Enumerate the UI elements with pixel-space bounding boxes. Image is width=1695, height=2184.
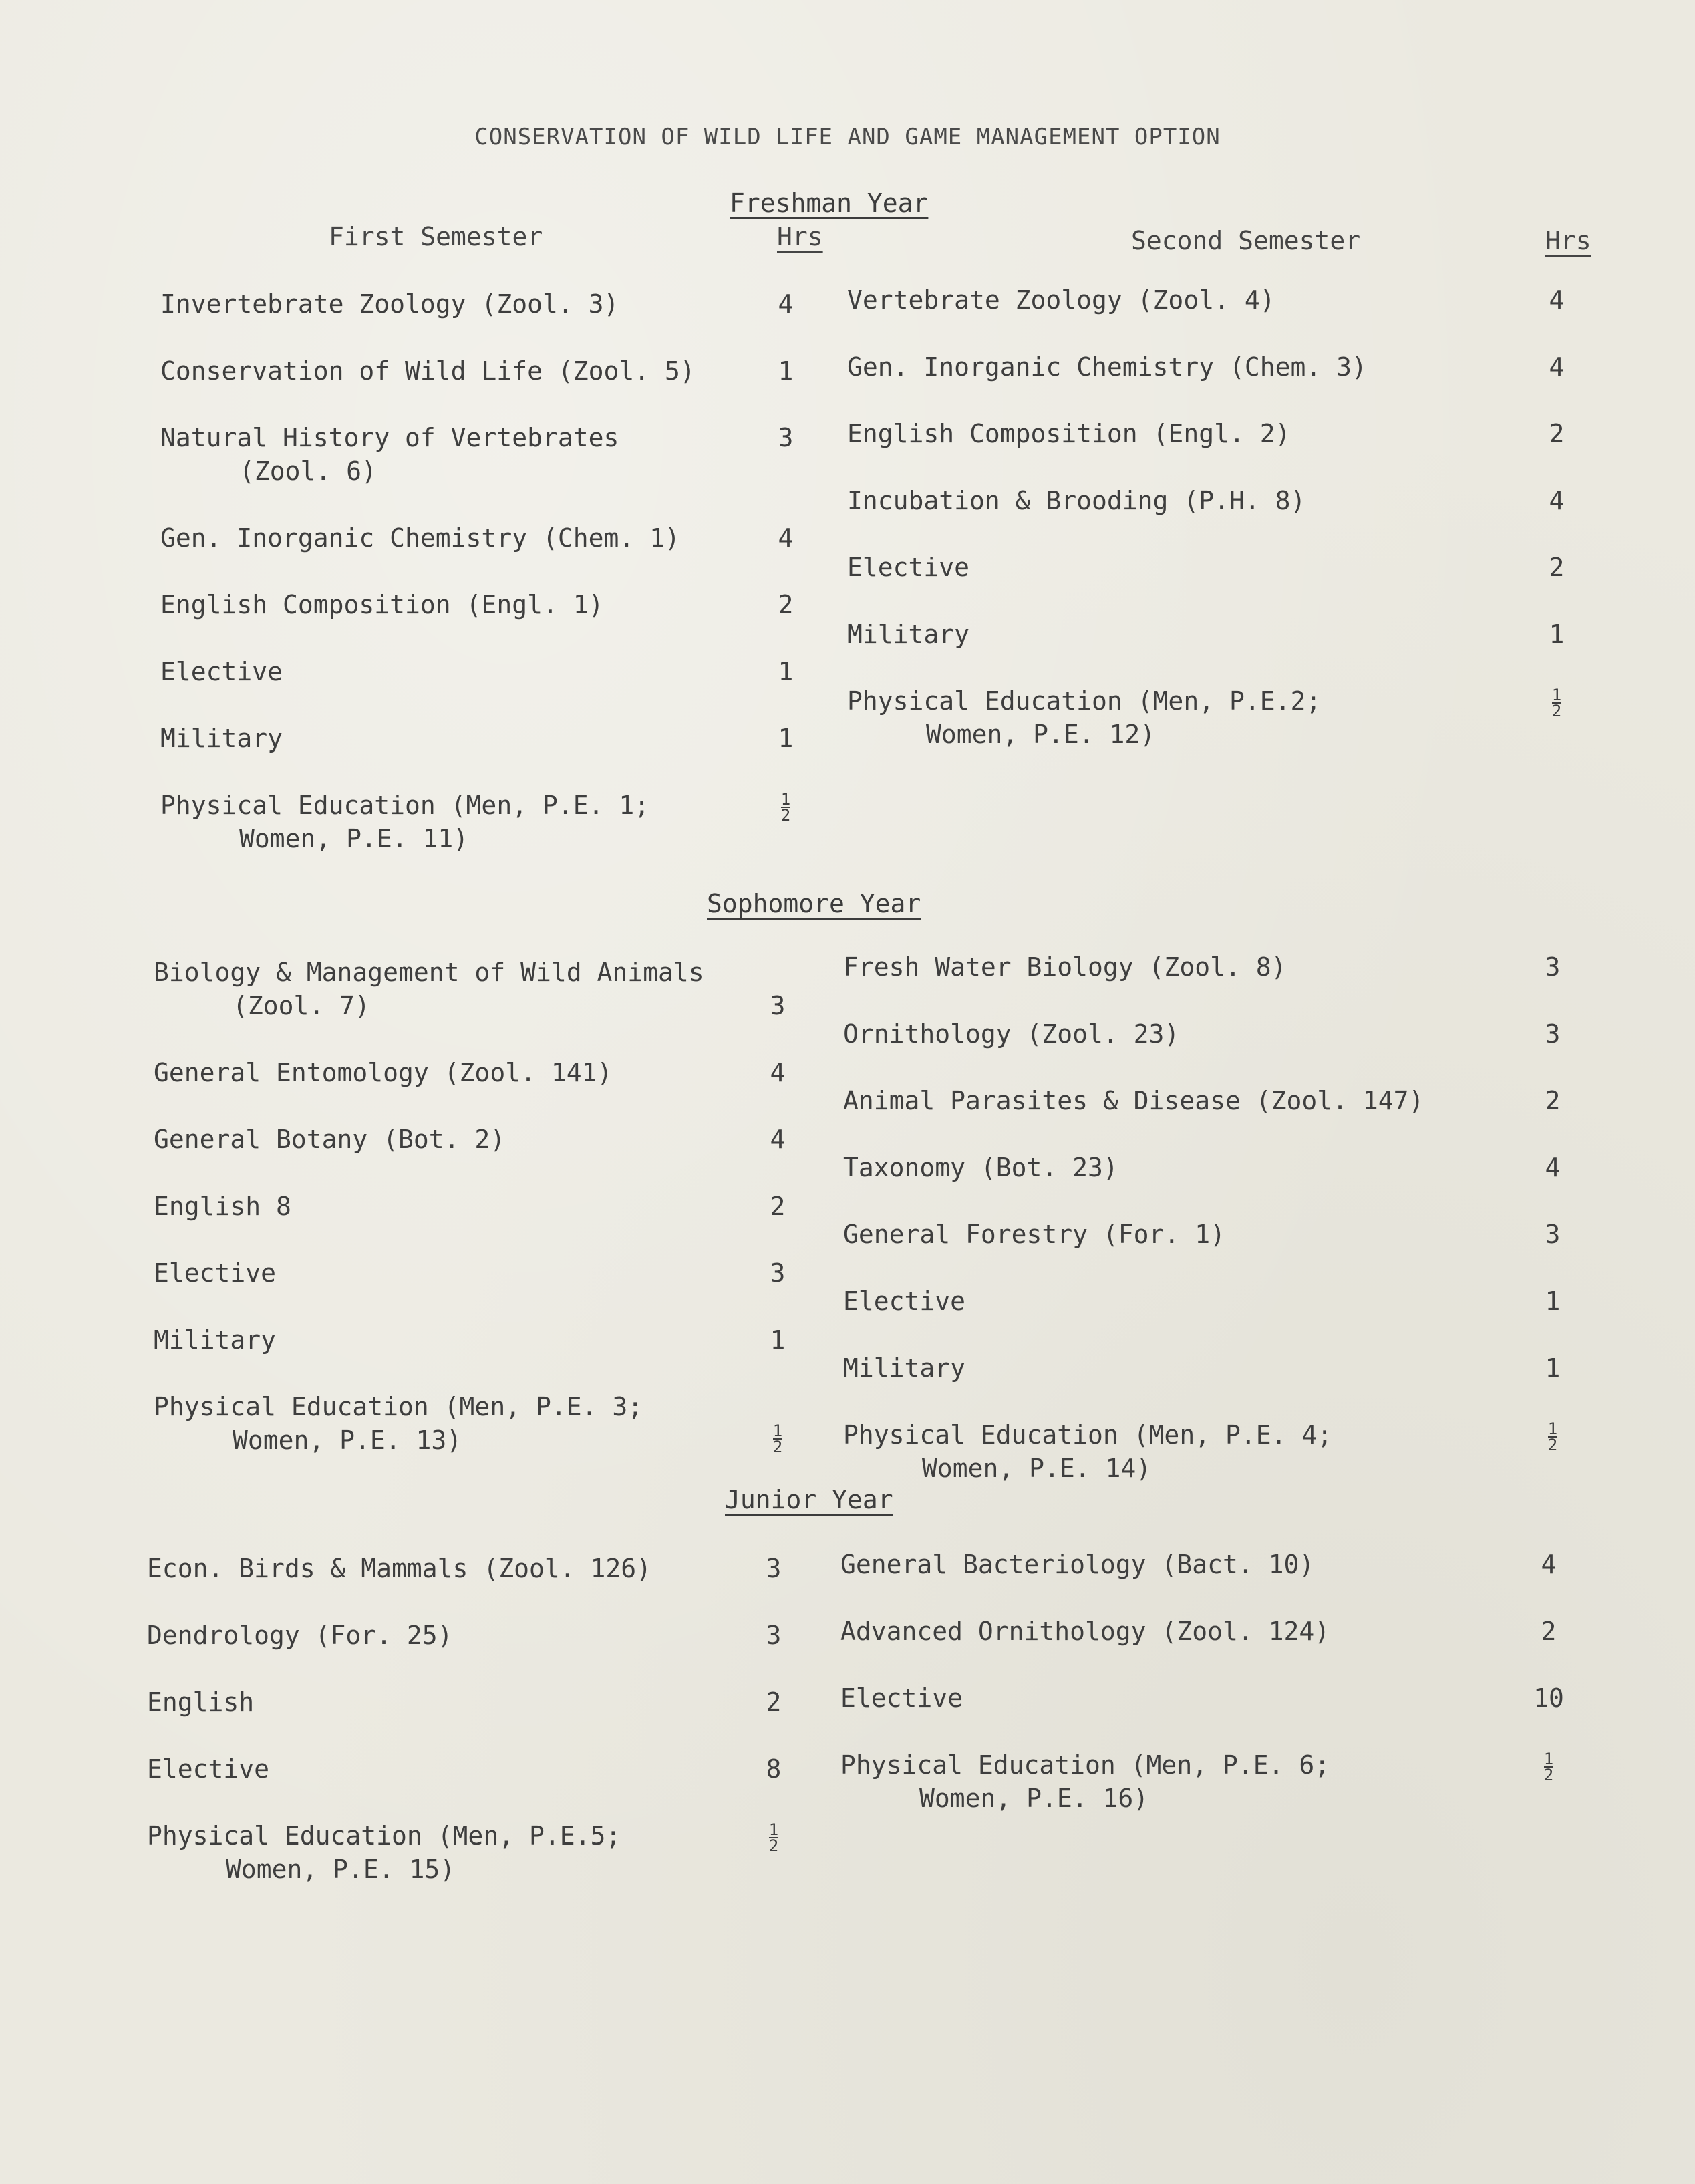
course-name: Vertebrate Zoology (Zool. 4) bbox=[847, 285, 1275, 315]
course-hours: 2 bbox=[1545, 1086, 1561, 1115]
freshman-first-semester-course bbox=[160, 722, 283, 755]
sophomore-second-semester-course bbox=[843, 1218, 1225, 1251]
freshman-first-semester-course bbox=[160, 421, 619, 488]
sophomore-second-semester-course bbox=[843, 950, 1286, 984]
freshman-second-semester-course bbox=[847, 417, 1290, 450]
course-hours: 3 bbox=[766, 1554, 782, 1583]
sophomore-second-semester-course bbox=[843, 1351, 965, 1385]
course-name-continued: Women, P.E. 13) bbox=[233, 1425, 462, 1455]
course-name: Military bbox=[154, 1325, 277, 1355]
one-half-fraction: $\frac{1}{2}$ bbox=[780, 789, 791, 825]
course-name: Elective bbox=[154, 1258, 277, 1288]
one-half-fraction: $\frac{1}{2}$ bbox=[768, 1820, 779, 1855]
course-name: General Entomology (Zool. 141) bbox=[154, 1058, 613, 1087]
sophomore-first-semester-course bbox=[154, 1323, 276, 1357]
course-hours: 3 bbox=[766, 1621, 782, 1650]
freshman-second-semester-course bbox=[847, 350, 1367, 384]
course-name: General Bacteriology (Bact. 10) bbox=[840, 1550, 1315, 1579]
course-name: Elective bbox=[847, 553, 970, 582]
course-hours: 4 bbox=[1545, 1153, 1561, 1182]
course-name: Invertebrate Zoology (Zool. 3) bbox=[160, 289, 619, 319]
course-name: Incubation & Brooding (P.H. 8) bbox=[847, 486, 1306, 515]
freshman-first-semester-course bbox=[160, 287, 619, 321]
page-title: CONSERVATION OF WILD LIFE AND GAME MANAGEMENT OPTION bbox=[474, 124, 1221, 150]
course-name: Ornithology (Zool. 23) bbox=[843, 1019, 1180, 1049]
course-hours: 4 bbox=[778, 523, 794, 553]
course-name: Military bbox=[160, 724, 283, 753]
course-name: Elective bbox=[840, 1683, 963, 1713]
freshman-first-semester-course bbox=[160, 789, 649, 855]
course-name-continued: Women, P.E. 15) bbox=[226, 1855, 456, 1884]
course-hours: 3 bbox=[770, 991, 786, 1020]
course-hours: 1 bbox=[778, 657, 794, 686]
freshman-second-semester-course bbox=[847, 283, 1275, 317]
course-name-continued: Women, P.E. 11) bbox=[239, 824, 469, 853]
course-name-continued: (Zool. 6) bbox=[239, 456, 377, 486]
course-hours: 4 bbox=[770, 1125, 786, 1154]
course-hours: 4 bbox=[1541, 1550, 1557, 1579]
one-half-fraction: $\frac{1}{2}$ bbox=[1551, 685, 1562, 720]
freshman-second-semester-course bbox=[847, 551, 969, 584]
course-hours: 1 bbox=[1549, 620, 1565, 649]
course-hours: 2 bbox=[766, 1687, 782, 1717]
junior-first-semester-course bbox=[147, 1685, 254, 1719]
course-hours bbox=[754, 1819, 794, 1853]
freshman-second-semester-course bbox=[847, 684, 1321, 751]
course-name: Fresh Water Biology (Zool. 8) bbox=[843, 952, 1287, 982]
course-name: Taxonomy (Bot. 23) bbox=[843, 1153, 1118, 1182]
course-hours: 2 bbox=[778, 590, 794, 620]
course-name: General Forestry (For. 1) bbox=[843, 1220, 1225, 1249]
junior-year-heading: Junior Year bbox=[725, 1485, 893, 1514]
freshman-first-semester-course bbox=[160, 354, 696, 388]
course-hours: 3 bbox=[778, 423, 794, 452]
course-name: Physical Education (Men, P.E.2; bbox=[847, 686, 1322, 716]
course-name: Physical Education (Men, P.E. 3; bbox=[154, 1392, 643, 1421]
course-hours: 2 bbox=[1549, 419, 1565, 448]
freshman-second-semester-course bbox=[847, 618, 969, 651]
course-hours: 1 bbox=[1545, 1286, 1561, 1316]
sophomore-first-semester-course bbox=[154, 1123, 505, 1156]
sophomore-second-semester-course bbox=[843, 1017, 1179, 1051]
course-hours bbox=[766, 789, 806, 823]
course-name-continued: Women, P.E. 12) bbox=[926, 720, 1156, 749]
course-hours: 1 bbox=[770, 1325, 786, 1355]
course-hours: 4 bbox=[1549, 285, 1565, 315]
one-half-fraction: $\frac{1}{2}$ bbox=[1543, 1749, 1554, 1784]
course-name: Conservation of Wild Life (Zool. 5) bbox=[160, 356, 696, 386]
sophomore-first-semester-course bbox=[154, 1256, 276, 1290]
course-hours: 4 bbox=[1549, 486, 1565, 515]
freshman-first-semester-course bbox=[160, 655, 283, 688]
one-half-fraction: $\frac{1}{2}$ bbox=[1547, 1419, 1558, 1454]
course-hours bbox=[1533, 1418, 1573, 1452]
freshman-first-semester-course bbox=[160, 588, 603, 622]
sophomore-second-semester-course bbox=[843, 1418, 1332, 1485]
one-half-fraction: $\frac{1}{2}$ bbox=[772, 1421, 783, 1456]
first-semester-heading: First Semester bbox=[329, 222, 543, 251]
course-name: Biology & Management of Wild Animals bbox=[154, 958, 704, 987]
course-name: Physical Education (Men, P.E.5; bbox=[147, 1821, 621, 1851]
sophomore-first-semester-course bbox=[154, 1390, 643, 1457]
sophomore-second-semester-course bbox=[843, 1151, 1118, 1184]
junior-second-semester-course bbox=[840, 1748, 1330, 1815]
course-name-continued: (Zool. 7) bbox=[233, 991, 370, 1020]
course-name: Dendrology (For. 25) bbox=[147, 1621, 453, 1650]
course-name: Econ. Birds & Mammals (Zool. 126) bbox=[147, 1554, 651, 1583]
course-name: Elective bbox=[160, 657, 283, 686]
course-name: Gen. Inorganic Chemistry (Chem. 3) bbox=[847, 352, 1367, 382]
junior-first-semester-course bbox=[147, 1752, 269, 1786]
course-name: Physical Education (Men, P.E. 4; bbox=[843, 1420, 1333, 1450]
course-name: English bbox=[147, 1687, 255, 1717]
course-name: English 8 bbox=[154, 1192, 291, 1221]
course-hours: 4 bbox=[778, 289, 794, 319]
course-name: Elective bbox=[843, 1286, 966, 1316]
course-hours bbox=[1537, 684, 1577, 718]
course-name: Military bbox=[843, 1353, 966, 1383]
junior-second-semester-course bbox=[840, 1681, 963, 1715]
sophomore-first-semester-course bbox=[154, 1190, 291, 1223]
course-hours bbox=[758, 1420, 798, 1454]
course-name: Physical Education (Men, P.E. 1; bbox=[160, 791, 650, 820]
junior-first-semester-course bbox=[147, 1619, 453, 1652]
sophomore-first-semester-course bbox=[154, 956, 704, 1022]
course-hours: 3 bbox=[770, 1258, 786, 1288]
course-hours: 2 bbox=[1549, 553, 1565, 582]
course-hours: 1 bbox=[778, 356, 794, 386]
junior-second-semester-course bbox=[840, 1615, 1330, 1648]
course-hours: 10 bbox=[1533, 1683, 1564, 1713]
junior-first-semester-course bbox=[147, 1819, 621, 1886]
course-hours: 1 bbox=[778, 724, 794, 753]
course-name: English Composition (Engl. 2) bbox=[847, 419, 1291, 448]
junior-second-semester-course bbox=[840, 1548, 1314, 1581]
course-name: Advanced Ornithology (Zool. 124) bbox=[840, 1617, 1330, 1646]
course-name: General Botany (Bot. 2) bbox=[154, 1125, 506, 1154]
junior-first-semester-course bbox=[147, 1552, 651, 1585]
course-hours: 1 bbox=[1545, 1353, 1561, 1383]
course-name-continued: Women, P.E. 14) bbox=[922, 1454, 1152, 1483]
freshman-year-heading: Freshman Year bbox=[730, 188, 929, 218]
sophomore-second-semester-course bbox=[843, 1284, 965, 1318]
course-name-continued: Women, P.E. 16) bbox=[919, 1784, 1149, 1813]
course-name: Animal Parasites & Disease (Zool. 147) bbox=[843, 1086, 1424, 1115]
second-semester-hrs-heading: Hrs bbox=[1545, 226, 1591, 255]
course-name: Natural History of Vertebrates bbox=[160, 423, 619, 452]
course-name: Elective bbox=[147, 1754, 270, 1784]
course-hours: 4 bbox=[1549, 352, 1565, 382]
course-name: Gen. Inorganic Chemistry (Chem. 1) bbox=[160, 523, 680, 553]
course-hours: 2 bbox=[1541, 1617, 1557, 1646]
second-semester-heading: Second Semester bbox=[1131, 226, 1361, 255]
sophomore-second-semester-course bbox=[843, 1084, 1424, 1117]
course-hours: 3 bbox=[1545, 1220, 1561, 1249]
sophomore-first-semester-course bbox=[154, 1056, 612, 1089]
course-hours: 3 bbox=[1545, 1019, 1561, 1049]
course-hours bbox=[1529, 1748, 1569, 1782]
course-hours: 4 bbox=[770, 1058, 786, 1087]
course-hours: 3 bbox=[1545, 952, 1561, 982]
course-hours: 2 bbox=[770, 1192, 786, 1221]
course-name: Military bbox=[847, 620, 970, 649]
freshman-first-semester-course bbox=[160, 521, 680, 555]
sophomore-year-heading: Sophomore Year bbox=[707, 889, 921, 918]
course-name: Physical Education (Men, P.E. 6; bbox=[840, 1750, 1330, 1780]
course-hours: 8 bbox=[766, 1754, 782, 1784]
freshman-second-semester-course bbox=[847, 484, 1305, 517]
course-name: English Composition (Engl. 1) bbox=[160, 590, 604, 620]
first-semester-hrs-heading: Hrs bbox=[777, 222, 823, 251]
